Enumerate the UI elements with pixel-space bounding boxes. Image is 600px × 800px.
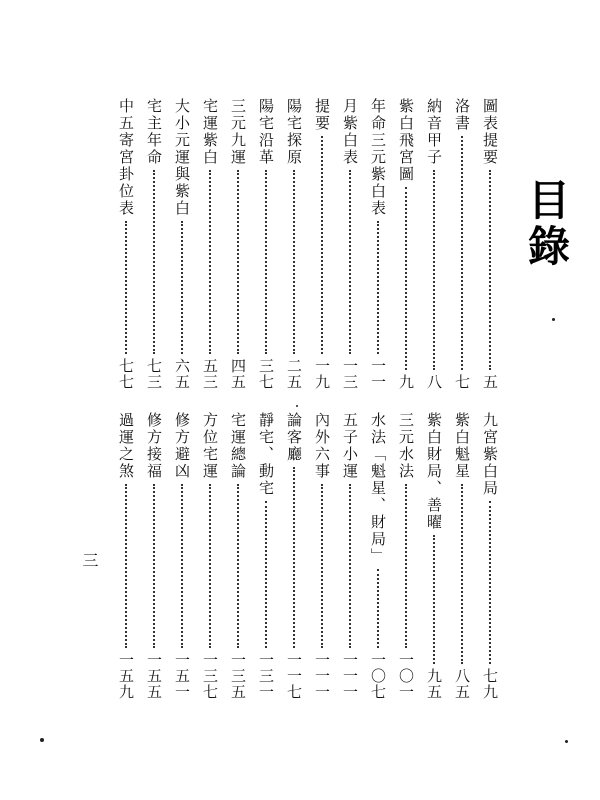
dot-leader xyxy=(433,535,435,664)
toc-entry-page: 一一七 xyxy=(285,652,303,700)
toc-entry xyxy=(172,98,192,390)
toc-entry-title: 陽宅沿革 xyxy=(257,98,275,166)
scan-speck xyxy=(552,318,555,321)
dot-leader xyxy=(433,170,435,370)
toc-entry-page: 八五 xyxy=(453,668,471,700)
dot-leader xyxy=(265,170,267,354)
toc-entry-title: 宅運總論 xyxy=(229,412,247,480)
toc-entry-title: 中五寄宮卦位表 xyxy=(117,98,135,217)
toc-entry-title: 過運之煞 xyxy=(117,412,135,480)
toc-entry-title: 修方避凶 xyxy=(173,412,191,480)
dot-leader xyxy=(293,467,295,648)
toc-entry xyxy=(312,412,332,700)
toc-entry-title: 洛書 xyxy=(453,98,471,132)
toc-entry-title: 月紫白表 xyxy=(341,98,359,166)
toc-entry xyxy=(396,412,416,700)
toc-entry-title: 三元水法 xyxy=(397,412,415,480)
toc-entry-page: 九五 xyxy=(425,668,443,700)
toc-entry-title: 陽宅探原 xyxy=(285,98,303,166)
dot-leader xyxy=(153,484,155,648)
dot-leader xyxy=(489,501,491,664)
toc-entry-title: 靜宅、動宅 xyxy=(257,412,275,497)
dot-leader xyxy=(181,221,183,354)
dot-leader xyxy=(153,170,155,354)
toc-entry-title: 修方接福 xyxy=(145,412,163,480)
scan-speck xyxy=(40,738,44,742)
toc-entry xyxy=(284,98,304,390)
toc-entry-page: 五 xyxy=(481,374,499,390)
toc-entry xyxy=(396,98,416,390)
dot-leader xyxy=(181,484,183,648)
dot-leader xyxy=(461,484,463,664)
toc-entry-title: 紫白財局、善曜 xyxy=(425,412,443,531)
toc-entry-page: 一五一 xyxy=(173,652,191,700)
dot-leader xyxy=(209,484,211,648)
toc-entry xyxy=(368,98,388,390)
toc-entry-page: 一三一 xyxy=(257,652,275,700)
dot-leader xyxy=(349,170,351,354)
page-title: 目錄 xyxy=(522,178,571,270)
toc-entry-title: 三元九運 xyxy=(229,98,247,166)
dot-leader xyxy=(125,221,127,354)
toc-entry-title: 納音甲子 xyxy=(425,98,443,166)
dot-leader xyxy=(377,569,379,648)
toc-entry-page: 五三 xyxy=(201,358,219,390)
toc-entry-title: 大小元運與紫白 xyxy=(173,98,191,217)
toc-entry-page: 一一 xyxy=(369,358,387,390)
toc-entry-title: 五子小運 xyxy=(341,412,359,480)
toc-entry xyxy=(200,98,220,390)
toc-entry-page: 一一一 xyxy=(341,652,359,700)
dot-leader xyxy=(405,187,407,370)
toc-entry-page: 七七 xyxy=(117,358,135,390)
toc-entry-page: 七三 xyxy=(145,358,163,390)
toc-entry xyxy=(228,98,248,390)
toc-entry-page: 六五 xyxy=(173,358,191,390)
dot-leader xyxy=(321,484,323,648)
toc-entry-title: 宅主年命 xyxy=(145,98,163,166)
dot-leader xyxy=(265,501,267,648)
toc-entry-title: 九宮紫白局 xyxy=(481,412,499,497)
toc-entry xyxy=(312,98,332,390)
toc-entry-title: 宅運紫白 xyxy=(201,98,219,166)
toc-entry-title: 紫白魁星 xyxy=(453,412,471,480)
toc-entry xyxy=(116,98,136,390)
toc-entry-page: 三七 xyxy=(257,358,275,390)
toc-entry xyxy=(116,412,136,700)
toc-entry-page: 一〇一 xyxy=(397,652,415,700)
toc-entry xyxy=(340,412,360,700)
dot-leader xyxy=(405,484,407,648)
toc-entry xyxy=(256,98,276,390)
toc-entry-page: 七九 xyxy=(481,668,499,700)
toc-entry-page: 九 xyxy=(397,374,415,390)
toc-entry-title: 方位宅運 xyxy=(201,412,219,480)
page-number: 三 xyxy=(80,552,99,568)
toc-entry xyxy=(368,412,388,700)
dot-leader xyxy=(293,170,295,354)
toc-entry-page: 一〇七 xyxy=(369,652,387,700)
toc-entry-page: 一三五 xyxy=(229,652,247,700)
toc-entry xyxy=(480,412,500,700)
toc-entry xyxy=(200,412,220,700)
toc-entry-page: 八 xyxy=(425,374,443,390)
toc-entry-page: 一五九 xyxy=(117,652,135,700)
dot-leader xyxy=(209,170,211,354)
toc-entry-page: 四五 xyxy=(229,358,247,390)
toc-entry-page: 一一一 xyxy=(313,652,331,700)
dot-leader xyxy=(489,170,491,370)
toc-entry-title: 論客廳 xyxy=(285,412,303,463)
toc-entry xyxy=(424,412,444,700)
dot-leader xyxy=(461,136,463,370)
toc-entry xyxy=(172,412,192,700)
toc-entry-title: 紫白飛宮圖 xyxy=(397,98,415,183)
toc-entry xyxy=(144,412,164,700)
toc-entry xyxy=(424,98,444,390)
toc-entry-page: 一五五 xyxy=(145,652,163,700)
toc-entry-title: 內外六事 xyxy=(313,412,331,480)
dot-leader xyxy=(237,484,239,648)
toc-entry xyxy=(452,98,472,390)
toc-entry xyxy=(480,98,500,390)
toc-entry xyxy=(452,412,472,700)
toc-entry-page: 七 xyxy=(453,374,471,390)
dot-leader xyxy=(321,136,323,354)
toc-entry-page: 一三 xyxy=(341,358,359,390)
toc-entry xyxy=(340,98,360,390)
toc-entry-title: 年命三元紫白表 xyxy=(369,98,387,217)
toc-entry-title: 圖表提要 xyxy=(481,98,499,166)
dot-leader xyxy=(125,484,127,648)
toc-entry-page: 一三七 xyxy=(201,652,219,700)
toc-entry xyxy=(256,412,276,700)
dot-leader xyxy=(349,484,351,648)
dot-leader xyxy=(237,170,239,354)
toc-entry xyxy=(144,98,164,390)
toc-entry-title: 水法「魁星、財局」 xyxy=(369,412,387,565)
toc-entry xyxy=(284,412,304,700)
dot-leader xyxy=(377,221,379,354)
toc-entry-page: 一九 xyxy=(313,358,331,390)
toc-entry-title: 提要 xyxy=(313,98,331,132)
toc-entry-page: 二五 xyxy=(285,358,303,390)
toc-entry xyxy=(228,412,248,700)
scan-speck xyxy=(565,740,568,743)
scan-speck xyxy=(296,405,298,407)
